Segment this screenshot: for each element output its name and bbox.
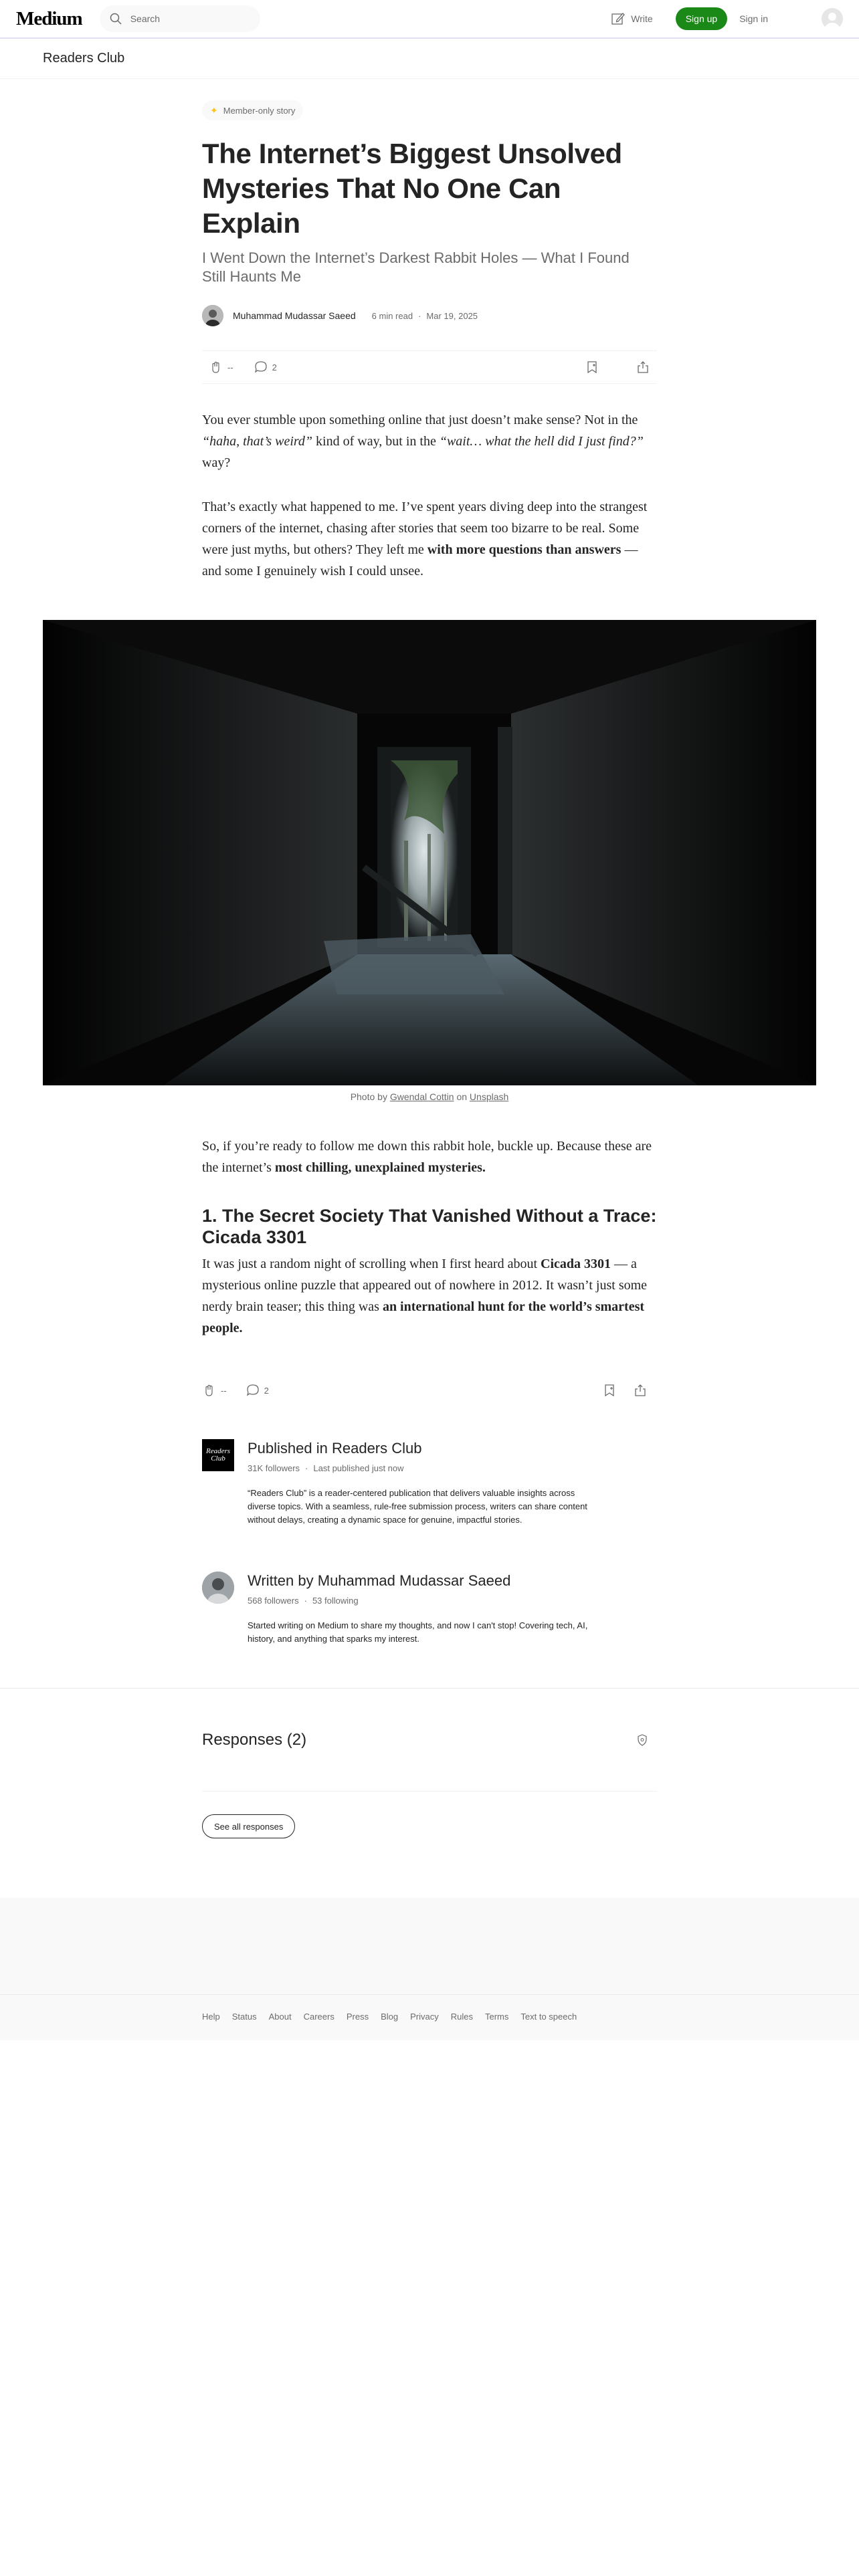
author-name[interactable]: Muhammad Mudassar Saeed [233,310,356,321]
medium-logo[interactable]: Medium [16,7,82,29]
footer-link-text-to-speech[interactable]: Text to speech [520,2012,577,2022]
publication-description: “Readers Club” is a reader-centered publication that delivers valuable insights across diverse topics. With a seamless, rule-free submission process, writers can share content without delays, creating a dynamic space for genuine, impactful stories. [248,1488,587,1525]
clap-button[interactable] [202,1383,227,1398]
footer-link-blog[interactable]: Blog [381,2012,399,2022]
user-avatar-icon[interactable] [822,8,843,29]
signin-link[interactable]: Sign in [739,13,768,24]
writer-followers[interactable]: 568 followers [248,1596,299,1606]
publication-followers[interactable]: 31K followers [248,1463,300,1473]
read-time: 6 min read [371,310,413,321]
unsplash-link[interactable]: Unsplash [469,1091,509,1102]
see-all-responses-button[interactable]: See all responses [202,1814,295,1838]
publication-card-title[interactable]: Published in Readers Club [248,1440,422,1457]
writer-following[interactable]: 53 following [312,1596,359,1606]
photographer-link[interactable]: Gwendal Cottin [389,1091,454,1102]
shield-icon[interactable] [636,1733,649,1747]
responses-button[interactable] [246,1383,269,1398]
share-icon[interactable] [633,1383,648,1398]
author-avatar[interactable] [202,305,223,326]
hero-image [43,620,816,1085]
section-divider [0,1688,859,1689]
footer-link-press[interactable]: Press [346,2012,369,2022]
bottom-action-bar [202,1374,657,1407]
article-title: The Internet’s Biggest Unsolved Mysteries That No One Can Explain [202,138,622,239]
clap-icon [209,360,223,374]
publication-logo[interactable]: Readers Club [202,1439,234,1471]
search-icon [109,12,122,25]
write-label: Write [631,13,653,24]
comment-icon [254,360,268,374]
writer-description: Started writing on Medium to share my thoughts, and now I can't stop! Covering tech, AI, history, and anything that sparks my interest. [248,1620,588,1644]
footer-link-rules[interactable]: Rules [450,2012,473,2022]
top-nav [0,0,859,38]
publish-date: Mar 19, 2025 [426,310,478,321]
publication-meta: 31K followers · Last published just now [248,1463,404,1473]
star-icon: ✦ [210,104,218,116]
writer-meta: 568 followers · 53 following [248,1596,359,1606]
clap-icon [202,1383,217,1398]
clap-button[interactable] [209,360,233,374]
share-icon[interactable] [636,360,650,374]
member-only-label: Member-only story [223,105,296,116]
writer-avatar[interactable] [202,1572,234,1604]
bookmark-icon[interactable] [585,360,599,374]
responses-count: 2 [264,1385,269,1396]
paragraph-2: That’s exactly what happened to me. I’ve spent years diving deep into the strangest corners of the internet, chasing after stories that seem too bizarre to be real. Some were just myths, but others? They left me with more questions than answers — and some I genuinely wish I could unsee. [202,500,648,578]
paragraph-3: So, if you’re ready to follow me down this rabbit hole, buckle up. Because these are the internet’s most chilling, unexplained mysteries. [202,1139,652,1175]
publication-name[interactable]: Readers Club [43,51,125,66]
responses-count: 2 [272,362,277,372]
signup-button[interactable]: Sign up [676,7,727,30]
responses-header [202,1731,657,1749]
meta-separator: · [418,310,421,321]
footer-link-careers[interactable]: Careers [303,2012,335,2022]
search-box[interactable] [100,5,260,32]
member-only-badge [202,100,303,120]
writer-card [202,1572,657,1646]
footer-link-about[interactable]: About [268,2012,292,2022]
publication-card [202,1439,657,1527]
writer-card-title[interactable]: Written by Muhammad Mudassar Saeed [248,1572,511,1589]
responses-divider [202,1791,657,1792]
footer-divider [0,1994,859,1995]
paragraph-4: It was just a random night of scrolling when I first heard about Cicada 3301 — a mysterious online puzzle that appeared out of nowhere in 2012. It wasn’t just some nerdy brain teaser; this thing was an international hunt for the world’s smartest people. [202,1257,648,1335]
clap-count: -- [227,362,233,372]
search-input[interactable]: Search [130,13,161,24]
byline [202,301,657,330]
responses-title: Responses (2) [202,1731,307,1749]
write-button[interactable] [611,11,652,26]
clap-count: -- [221,1385,227,1396]
responses-button[interactable] [254,360,277,374]
footer-link-privacy[interactable]: Privacy [410,2012,439,2022]
publication-bar [0,39,859,79]
footer-link-help[interactable]: Help [202,2012,220,2022]
footer-link-status[interactable]: Status [231,2012,257,2022]
footer-links [202,2012,589,2022]
section-heading: 1. The Secret Society That Vanished Without a Trace: Cicada 3301 [202,1206,657,1247]
article-subtitle: I Went Down the Internet’s Darkest Rabbit Holes — What I Found Still Haunts Me [202,249,630,285]
comment-icon [246,1383,260,1398]
write-icon [611,11,626,26]
article-action-bar [202,350,657,384]
paragraph-intro: You ever stumble upon something online that just doesn’t make sense? Not in the “haha, that’s weird” kind of way, but in the “wait… what the hell did I just find?” way? [202,413,644,470]
image-caption: Photo by Gwendal Cottin on Unsplash [350,1091,509,1102]
bookmark-icon[interactable] [602,1383,617,1398]
footer-link-terms[interactable]: Terms [484,2012,509,2022]
